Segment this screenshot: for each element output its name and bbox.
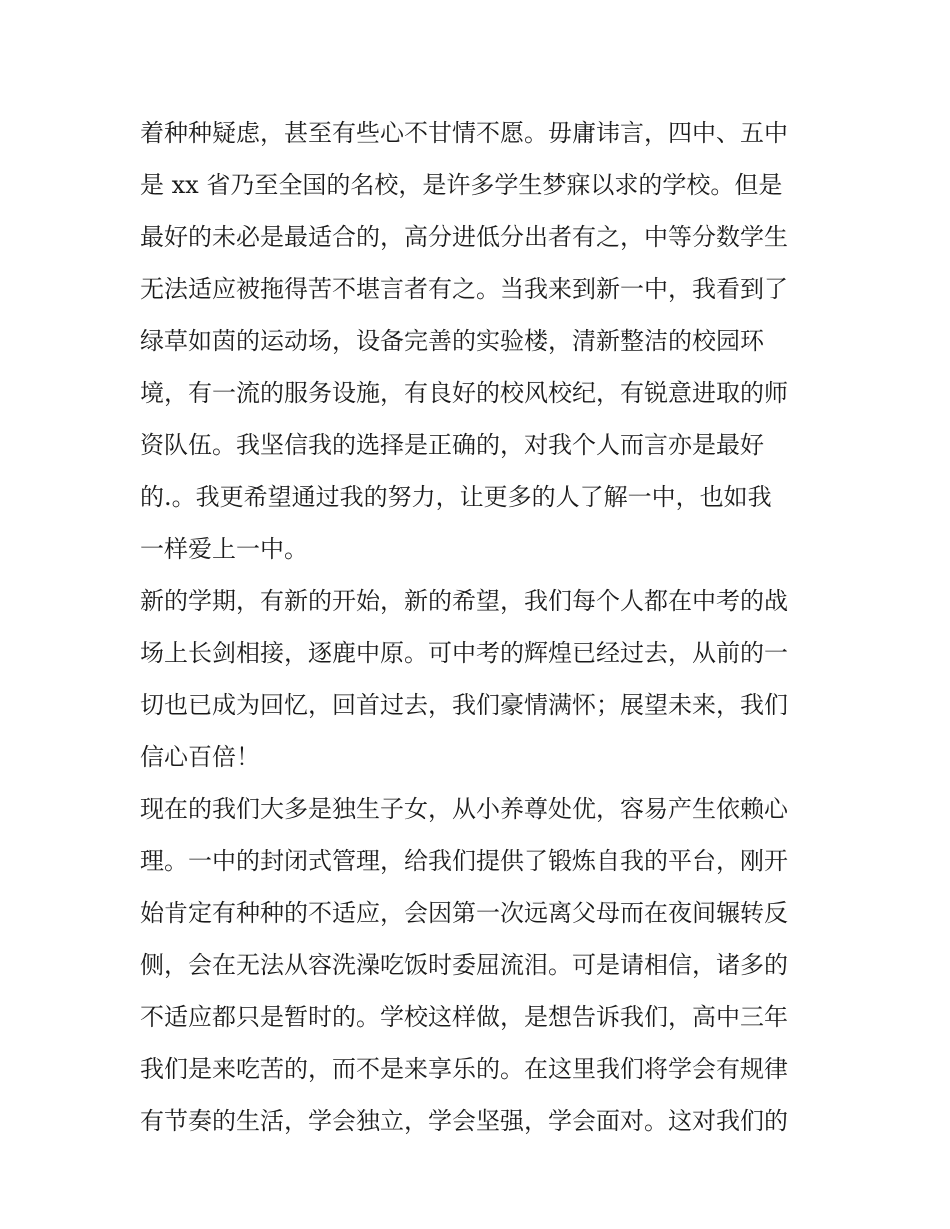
text-line: 有节奏的生活，学会独立，学会坚强，学会面对。这对我们的: [140, 1107, 788, 1135]
text-line: 不适应都只是暂时的。学校这样做，是想告诉我们，高中三年: [140, 1003, 788, 1031]
text-line: 着种种疑虑，甚至有些心不甘情不愿。毋庸讳言，四中、五中: [140, 119, 788, 147]
text-line: 境，有一流的服务设施，有良好的校风校纪，有锐意进取的师: [140, 379, 788, 407]
document-body: [140, 107, 820, 1147]
text-line: 场上长剑相接，逐鹿中原。可中考的辉煌已经过去，从前的一: [140, 639, 788, 667]
text-line: 资队伍。我坚信我的选择是正确的，对我个人而言亦是最好: [140, 431, 764, 459]
text-line: 最好的未必是最适合的，高分进低分出者有之，中等分数学生: [140, 223, 788, 251]
text-line: 的.。我更希望通过我的努力，让更多的人了解一中，也如我: [140, 483, 772, 511]
text-line: 侧，会在无法从容洗澡吃饭时委屈流泪。可是请相信，诸多的: [140, 951, 788, 979]
text-line: 我们是来吃苦的，而不是来享乐的。在这里我们将学会有规律: [140, 1055, 788, 1083]
text-line: 一样爱上一中。: [140, 535, 308, 563]
text-line: 无法适应被拖得苦不堪言者有之。当我来到新一中，我看到了: [140, 275, 788, 303]
text-line: 理。一中的封闭式管理，给我们提供了锻炼自我的平台，刚开: [140, 847, 788, 875]
text-line: 切也已成为回忆，回首过去，我们豪情满怀；展望未来，我们: [140, 691, 788, 719]
text-line: 现在的我们大多是独生子女，从小养尊处优，容易产生依赖心: [140, 795, 788, 823]
text-line: 始肯定有种种的不适应，会因第一次远离父母而在夜间辗转反: [140, 899, 788, 927]
text-line: 新的学期，有新的开始，新的希望，我们每个人都在中考的战: [140, 587, 788, 615]
text-line: 是 xx 省乃至全国的名校，是许多学生梦寐以求的学校。但是: [140, 171, 783, 199]
text-line: 绿草如茵的运动场，设备完善的实验楼，清新整洁的校园环: [140, 327, 764, 355]
text-line: 信心百倍！: [140, 743, 260, 771]
